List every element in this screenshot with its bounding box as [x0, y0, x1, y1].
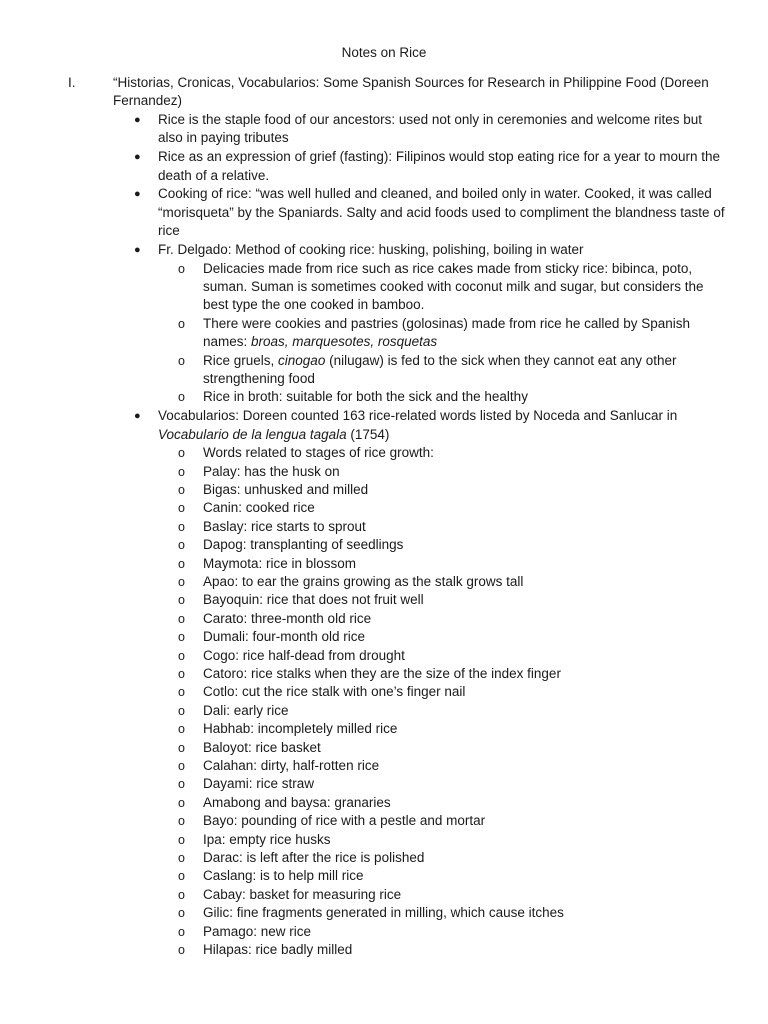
sub-list [158, 444, 728, 959]
sub-bullet-icon: o [178, 519, 185, 534]
sub-bullet-icon: o [178, 906, 185, 921]
sub-text-pre: Palay: has the husk on [203, 463, 340, 479]
sub-text-pre: Amabong and baysa: granaries [203, 794, 391, 810]
sub-text-pre: Bigas: unhusked and milled [203, 481, 369, 497]
sub-item [158, 260, 728, 315]
sub-bullet-icon: o [178, 593, 185, 608]
section-number: I. [68, 75, 76, 90]
sub-bullet-icon: o [178, 943, 185, 958]
sub-item [158, 463, 728, 481]
sub-text-pre: Darac: is left after the rice is polished [203, 850, 425, 866]
sub-item [158, 665, 728, 683]
sub-item [158, 775, 728, 793]
sub-item [158, 683, 728, 701]
bullet-text [158, 408, 677, 441]
sub-item [158, 702, 728, 720]
sub-text-pre: Cabay: basket for measuring rice [203, 886, 402, 902]
bullet-icon: ● [134, 188, 141, 201]
bullet-item [113, 185, 728, 240]
sub-bullet-icon: o [178, 261, 185, 276]
sub-item [158, 757, 728, 775]
sub-bullet-icon: o [178, 814, 185, 829]
bullet-item [113, 148, 728, 185]
sub-item [158, 388, 728, 406]
sub-item [158, 481, 728, 499]
bullet-item [113, 407, 728, 959]
sub-text-pre: Dumali: four-month old rice [203, 629, 366, 645]
sub-bullet-icon: o [178, 316, 185, 331]
sub-item [158, 720, 728, 738]
sub-text-post: (nilugaw) is fed to the sick when they cannot eat any other strengthening food [203, 352, 677, 386]
sub-item [158, 499, 728, 517]
sub-item [158, 573, 728, 591]
sub-bullet-icon: o [178, 611, 185, 626]
sub-item [158, 444, 728, 462]
sub-bullet-icon: o [178, 759, 185, 774]
sub-text-pre: Bayoquin: rice that does not fruit well [203, 592, 424, 608]
sub-item [158, 591, 728, 609]
sub-text-pre: Ipa: empty rice husks [203, 831, 331, 847]
sub-text-pre: Dapog: transplanting of seedlings [203, 537, 404, 553]
sub-bullet-icon: o [178, 851, 185, 866]
sub-bullet-icon: o [178, 722, 185, 737]
sub-bullet-icon: o [178, 390, 185, 405]
sub-bullet-icon: o [178, 667, 185, 681]
sub-item [158, 923, 728, 941]
sub-text-pre: Bayo: pounding of rice with a pestle and mortar [203, 813, 486, 829]
section-body [113, 74, 728, 960]
sub-item [158, 886, 728, 904]
sub-bullet-icon: o [178, 501, 185, 516]
sub-bullet-icon: o [178, 685, 185, 700]
bullet-text-pre: Vocabularios: Doreen counted 163 rice-related words listed by Noceda and Sanlucar in [158, 408, 678, 424]
sub-item [158, 352, 728, 389]
sub-bullet-icon: o [178, 446, 185, 461]
sub-bullet-icon: o [178, 795, 185, 810]
sub-text-pre: Rice in broth: suitable for both the sick and the healthy [203, 389, 528, 405]
sub-bullet-icon: o [178, 630, 185, 645]
sub-bullet-icon: o [178, 924, 185, 939]
bullet-text: Rice as an expression of grief (fasting): Filipinos would stop eating rice for a year to mourn the death of a relative. [158, 149, 721, 183]
bullet-icon: ● [134, 151, 141, 164]
sub-bullet-icon: o [178, 703, 185, 718]
sub-text-pre: Baslay: rice starts to sprout [203, 518, 366, 534]
sub-text-pre: Carato: three-month old rice [203, 610, 372, 626]
sub-item [158, 739, 728, 757]
sub-item [158, 315, 728, 352]
sub-item [158, 794, 728, 812]
sub-bullet-icon: o [178, 869, 185, 884]
sub-bullet-icon: o [178, 740, 185, 755]
sub-text-pre: Cogo: rice half-dead from drought [203, 647, 405, 663]
sub-bullet-icon: o [178, 482, 185, 497]
bullet-item [113, 241, 728, 407]
bullet-icon: ● [134, 244, 141, 257]
sub-bullet-icon: o [178, 832, 185, 847]
sub-text-pre: There were cookies and pastries (golosinas) made from rice he called by Spanish names: [203, 315, 690, 350]
sub-bullet-icon: o [178, 464, 185, 479]
sub-bullet-icon: o [178, 538, 185, 553]
sub-text-pre: Cotlo: cut the rice stalk with one’s finger nail [203, 684, 466, 700]
sub-bullet-icon: o [178, 574, 185, 589]
sub-text-pre: Catoro: rice stalks when they are the size of the index finger [203, 666, 561, 681]
sub-item [158, 610, 728, 628]
sub-item [158, 812, 728, 830]
sub-item [158, 904, 728, 922]
sub-bullet-icon: o [178, 556, 185, 571]
sub-text-pre: Pamago: new rice [203, 923, 312, 939]
sub-text-pre: Habhab: incompletely milled rice [203, 721, 398, 737]
sub-bullet-icon: o [178, 648, 185, 663]
sub-item [158, 555, 728, 573]
sub-text-pre: Calahan: dirty, half-rotten rice [203, 758, 380, 774]
bullet-text-post: (1754) [346, 426, 390, 442]
page-title: Notes on Rice [341, 45, 427, 60]
sub-text-pre: Words related to stages of rice growth: [203, 445, 434, 461]
sub-text-pre: Maymota: rice in blossom [203, 555, 357, 571]
sub-bullet-icon: o [178, 887, 185, 902]
sub-item [158, 518, 728, 536]
bullet-text: Cooking of rice: “was well hulled and cleaned, and boiled only in water. Cooked, it was called “morisqueta” by the Spaniards. Salty and acid foods used to compliment the blandness taste of rice [158, 186, 725, 239]
sub-item [158, 849, 728, 867]
sub-bullet-icon: o [178, 777, 185, 792]
bullet-item [113, 111, 728, 148]
bullet-text: Rice is the staple food of our ancestors: used not only in ceremonies and welcome rites but also in paying tributes [158, 111, 703, 146]
sub-text-pre: Baloyot: rice basket [203, 739, 321, 755]
sub-item [158, 867, 728, 885]
sub-item [158, 941, 728, 959]
bullet-list [113, 111, 728, 960]
sub-item [158, 628, 728, 646]
sub-text-em: broas, marquesotes, rosquetas [251, 334, 438, 350]
sub-text-pre: Caslang: is to help mill rice [203, 868, 364, 884]
sub-text-pre: Canin: cooked rice [203, 500, 315, 516]
sub-text-pre: Apao: to ear the grains growing as the stalk grows tall [203, 573, 524, 589]
bullet-icon: ● [134, 410, 141, 423]
bullet-text-em: Vocabulario de la lengua tagala [158, 426, 347, 442]
section-heading: “Historias, Cronicas, Vocabularios: Some Spanish Sources for Research in Philippine Food (Doreen Fernandez) [113, 75, 709, 109]
sub-list [158, 260, 728, 407]
sub-text-pre: Hilapas: rice badly milled [203, 942, 353, 958]
sub-bullet-icon: o [178, 353, 185, 368]
sub-text-em: cinogao [278, 352, 326, 368]
sub-item [158, 831, 728, 849]
sub-text-pre: Dali: early rice [203, 702, 289, 718]
sub-text-pre: Dayami: rice straw [203, 776, 315, 792]
sub-item [158, 647, 728, 665]
sub-text-pre: Rice gruels, [203, 352, 279, 368]
sub-text-pre: Delicacies made from rice such as rice cakes made from sticky rice: bibinca, poto, suman. Suman is sometimes cooked with coconut milk and sugar, but considers the best type the one cooked in bamboo. [203, 260, 704, 313]
bullet-text: Fr. Delgado: Method of cooking rice: husking, polishing, boiling in water [158, 242, 584, 258]
sub-item [158, 536, 728, 554]
bullet-icon: ● [134, 113, 141, 126]
sub-text-pre: Gilic: fine fragments generated in milling, which cause itches [203, 905, 564, 921]
